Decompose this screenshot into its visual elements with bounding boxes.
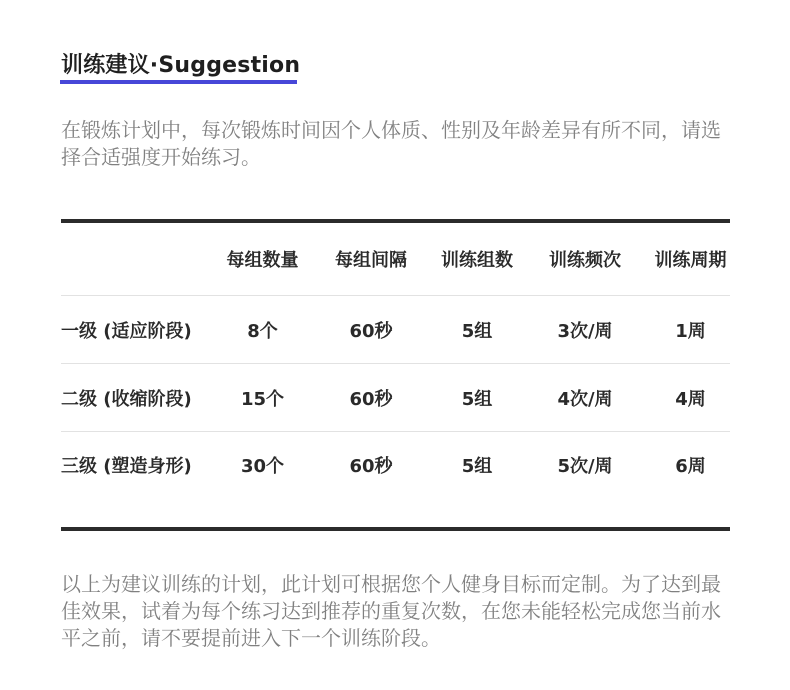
cell-reps: 15个	[240, 388, 285, 410]
intro-text: 在锻炼计划中，每次锻炼时间因个人体质、性别及年龄差异有所不同，请选择合适强度开始练习。	[61, 118, 721, 169]
outro-text: 以上为建议训练的计划，此计划可根据您个人健身目标而定制。为了达到最佳效果，试着为每个练习达到推荐的重复次数，在您未能轻松完成您当前水平之前，请不要提前进入下一个训练阶段。	[61, 572, 721, 650]
header-cell-interval: 每组间隔	[335, 250, 407, 271]
cell-reps: 30个	[240, 455, 285, 477]
cell-period: 6周	[675, 455, 706, 477]
row-level-label: 二级 (收缩阶段)	[61, 388, 192, 410]
cell-sets: 5组	[461, 388, 493, 410]
row-level-label: 一级 (适应阶段)	[61, 320, 192, 342]
header-cell-reps: 每组数量	[226, 250, 299, 271]
section-title: 训练建议·Suggestion	[61, 53, 301, 78]
cell-interval: 60秒	[349, 455, 393, 477]
cell-period: 4周	[675, 388, 706, 410]
cell-sets: 5组	[461, 320, 493, 342]
header-cell-period: 训练周期	[654, 250, 727, 271]
title-underline	[60, 80, 297, 84]
cell-period: 1周	[675, 320, 706, 342]
header-cell-frequency: 训练频次	[549, 250, 621, 271]
cell-interval: 60秒	[349, 320, 393, 342]
cell-frequency: 3次/周	[557, 320, 613, 342]
header-cell-sets: 训练组数	[441, 250, 513, 271]
cell-frequency: 5次/周	[557, 455, 613, 477]
cell-frequency: 4次/周	[557, 388, 613, 410]
table-row	[61, 364, 730, 432]
table-row	[61, 431, 730, 498]
header-cell-empty	[61, 223, 211, 295]
table-bottom-rule	[61, 527, 730, 531]
table-header-row	[61, 223, 730, 296]
row-level-label: 三级 (塑造身形)	[61, 455, 192, 477]
cell-interval: 60秒	[349, 388, 393, 410]
cell-reps: 8个	[247, 320, 278, 342]
cell-sets: 5组	[461, 455, 493, 477]
table-row	[61, 296, 730, 364]
